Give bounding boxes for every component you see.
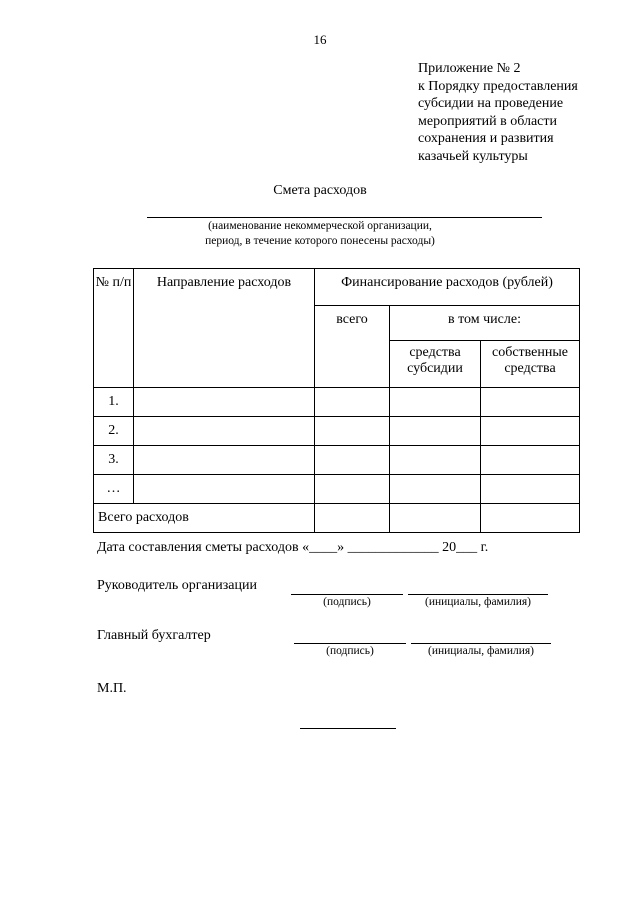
appendix-line: к Порядку предоставления <box>418 78 578 94</box>
accountant-name-line[interactable] <box>411 643 551 644</box>
table-row <box>94 388 580 417</box>
table-row <box>94 417 580 446</box>
stamp-placeholder: М.П. <box>97 681 127 696</box>
header-own-funds: собственные средства <box>481 341 580 388</box>
header-direction: Направление расходов <box>134 269 315 388</box>
cell-subsidy[interactable] <box>390 446 481 475</box>
accountant-label: Главный бухгалтер <box>97 628 211 643</box>
row-number: 1. <box>94 388 134 417</box>
cell-total[interactable] <box>315 504 390 533</box>
cell-total[interactable] <box>315 417 390 446</box>
cell-direction[interactable] <box>134 475 315 504</box>
accountant-signature-caption: (подпись) <box>326 645 374 657</box>
appendix-line: сохранения и развития <box>418 131 554 146</box>
row-number: 3. <box>94 446 134 475</box>
appendix-line: Приложение № 2 <box>418 61 521 76</box>
total-label: Всего расходов <box>94 504 315 533</box>
cell-subsidy[interactable] <box>390 504 481 533</box>
cell-direction[interactable] <box>134 417 315 446</box>
cell-total[interactable] <box>315 475 390 504</box>
cell-subsidy[interactable] <box>390 475 481 504</box>
header-subsidy: средства субсидии <box>390 341 481 388</box>
header-financing: Финансирование расходов (рублей) <box>315 269 580 306</box>
accountant-name-caption: (инициалы, фамилия) <box>427 645 535 657</box>
cell-direction[interactable] <box>134 388 315 417</box>
organization-caption <box>0 219 640 249</box>
caption-line: период, в течение которого понесены расходы) <box>205 235 435 247</box>
cell-own[interactable] <box>481 446 580 475</box>
cell-own[interactable] <box>481 388 580 417</box>
organization-name-line[interactable] <box>147 217 542 218</box>
header-including: в том числе: <box>390 306 580 341</box>
appendix-note <box>418 60 618 165</box>
date-line: Дата составления сметы расходов «____» _____________ 20___ г. <box>97 540 489 555</box>
accountant-signature-line[interactable] <box>294 643 406 644</box>
document-title: Смета расходов <box>273 183 367 198</box>
total-row <box>94 504 580 533</box>
table-row <box>94 446 580 475</box>
table-row <box>94 475 580 504</box>
head-name-caption: (инициалы, фамилия) <box>424 596 532 608</box>
header-total: всего <box>315 306 390 388</box>
cell-own[interactable] <box>481 504 580 533</box>
cell-subsidy[interactable] <box>390 417 481 446</box>
row-number: 2. <box>94 417 134 446</box>
appendix-line: мероприятий в области <box>418 113 558 129</box>
cell-own[interactable] <box>481 417 580 446</box>
caption-line: (наименование некоммерческой организации, <box>208 220 432 232</box>
row-number: … <box>94 475 134 504</box>
head-label: Руководитель организации <box>97 578 257 593</box>
cell-direction[interactable] <box>134 446 315 475</box>
bottom-rule <box>300 728 396 729</box>
head-name-line[interactable] <box>408 594 548 595</box>
cell-subsidy[interactable] <box>390 388 481 417</box>
header-number: № п/п <box>94 269 134 388</box>
cell-total[interactable] <box>315 446 390 475</box>
appendix-line: казачьей культуры <box>418 148 528 164</box>
head-signature-caption: (подпись) <box>323 596 371 608</box>
expense-table <box>93 268 580 533</box>
appendix-line: субсидии на проведение <box>418 96 564 111</box>
cell-own[interactable] <box>481 475 580 504</box>
cell-total[interactable] <box>315 388 390 417</box>
head-signature-line[interactable] <box>291 594 403 595</box>
page-number: 16 <box>313 32 327 47</box>
